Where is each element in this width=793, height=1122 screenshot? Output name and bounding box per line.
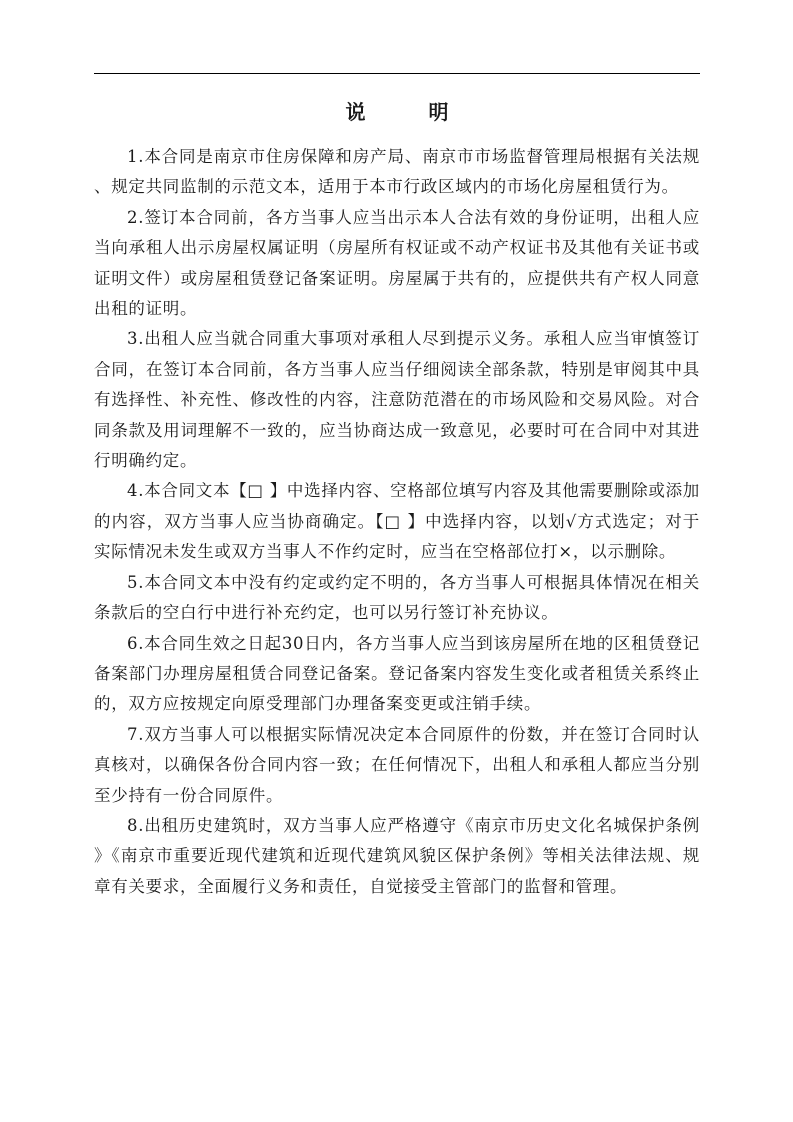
document-title: 说 明 xyxy=(345,100,477,124)
instruction-paragraph-5: 5.本合同文本中没有约定或约定不明的，各方当事人可根据具体情况在相关条款后的空白行中进行补充约定，也可以另行签订补充协议。 xyxy=(94,572,700,623)
instruction-paragraph-3: 3.出租人应当就合同重大事项对承租人尽到提示义务。承租人应当审慎签订合同，在签订本合同前，各方当事人应当仔细阅读全部条款，特别是审阅其中具有选择性、补充性、修改性的内容，注意防范潜在的市场风险和交易风险。对合同条款及用词理解不一致的，应当协商达成一致意见，必要时可在合同中对其进行明确约定。 xyxy=(94,329,700,471)
instruction-paragraph-2: 2.签订本合同前，各方当事人应当出示本人合法有效的身份证明，出租人应当向承租人出示房屋权属证明（房屋所有权证或不动产权证书及其他有关证书或证明文件）或房屋租赁登记备案证明。房屋属于共有的，应提供共有产权人同意出租的证明。 xyxy=(94,207,700,319)
header-rule xyxy=(94,73,700,74)
instruction-paragraph-7: 7.双方当事人可以根据实际情况决定本合同原件的份数，并在签订合同时认真核对，以确保各份合同内容一致；在任何情况下，出租人和承租人都应当分别至少持有一份合同原件。 xyxy=(94,724,700,805)
instruction-paragraph-4: 4.本合同文本【□ 】中选择内容、空格部位填写内容及其他需要删除或添加的内容，双方当事人应当协商确定。【□ 】中选择内容，以划√方式选定；对于实际情况未发生或双方当事人不作约定时，应当在空格部位打×，以示删除。 xyxy=(94,481,700,562)
instruction-paragraph-6: 6.本合同生效之日起30日内，各方当事人应当到该房屋所在地的区租赁登记备案部门办理房屋租赁合同登记备案。登记备案内容发生变化或者租赁关系终止的，双方应按规定向原受理部门办理备案变更或注销手续。 xyxy=(94,633,700,714)
instructions-body xyxy=(94,142,700,902)
instruction-paragraph-1: 1.本合同是南京市住房保障和房产局、南京市市场监督管理局根据有关法规、规定共同监制的示范文本，适用于本市行政区域内的市场化房屋租赁行为。 xyxy=(94,147,700,197)
instruction-paragraph-8: 8.出租历史建筑时，双方当事人应严格遵守《南京市历史文化名城保护条例》《南京市重要近现代建筑和近现代建筑风貌区保护条例》等相关法律法规、规章有关要求，全面履行义务和责任，自觉接受主管部门的监督和管理。 xyxy=(94,815,700,896)
